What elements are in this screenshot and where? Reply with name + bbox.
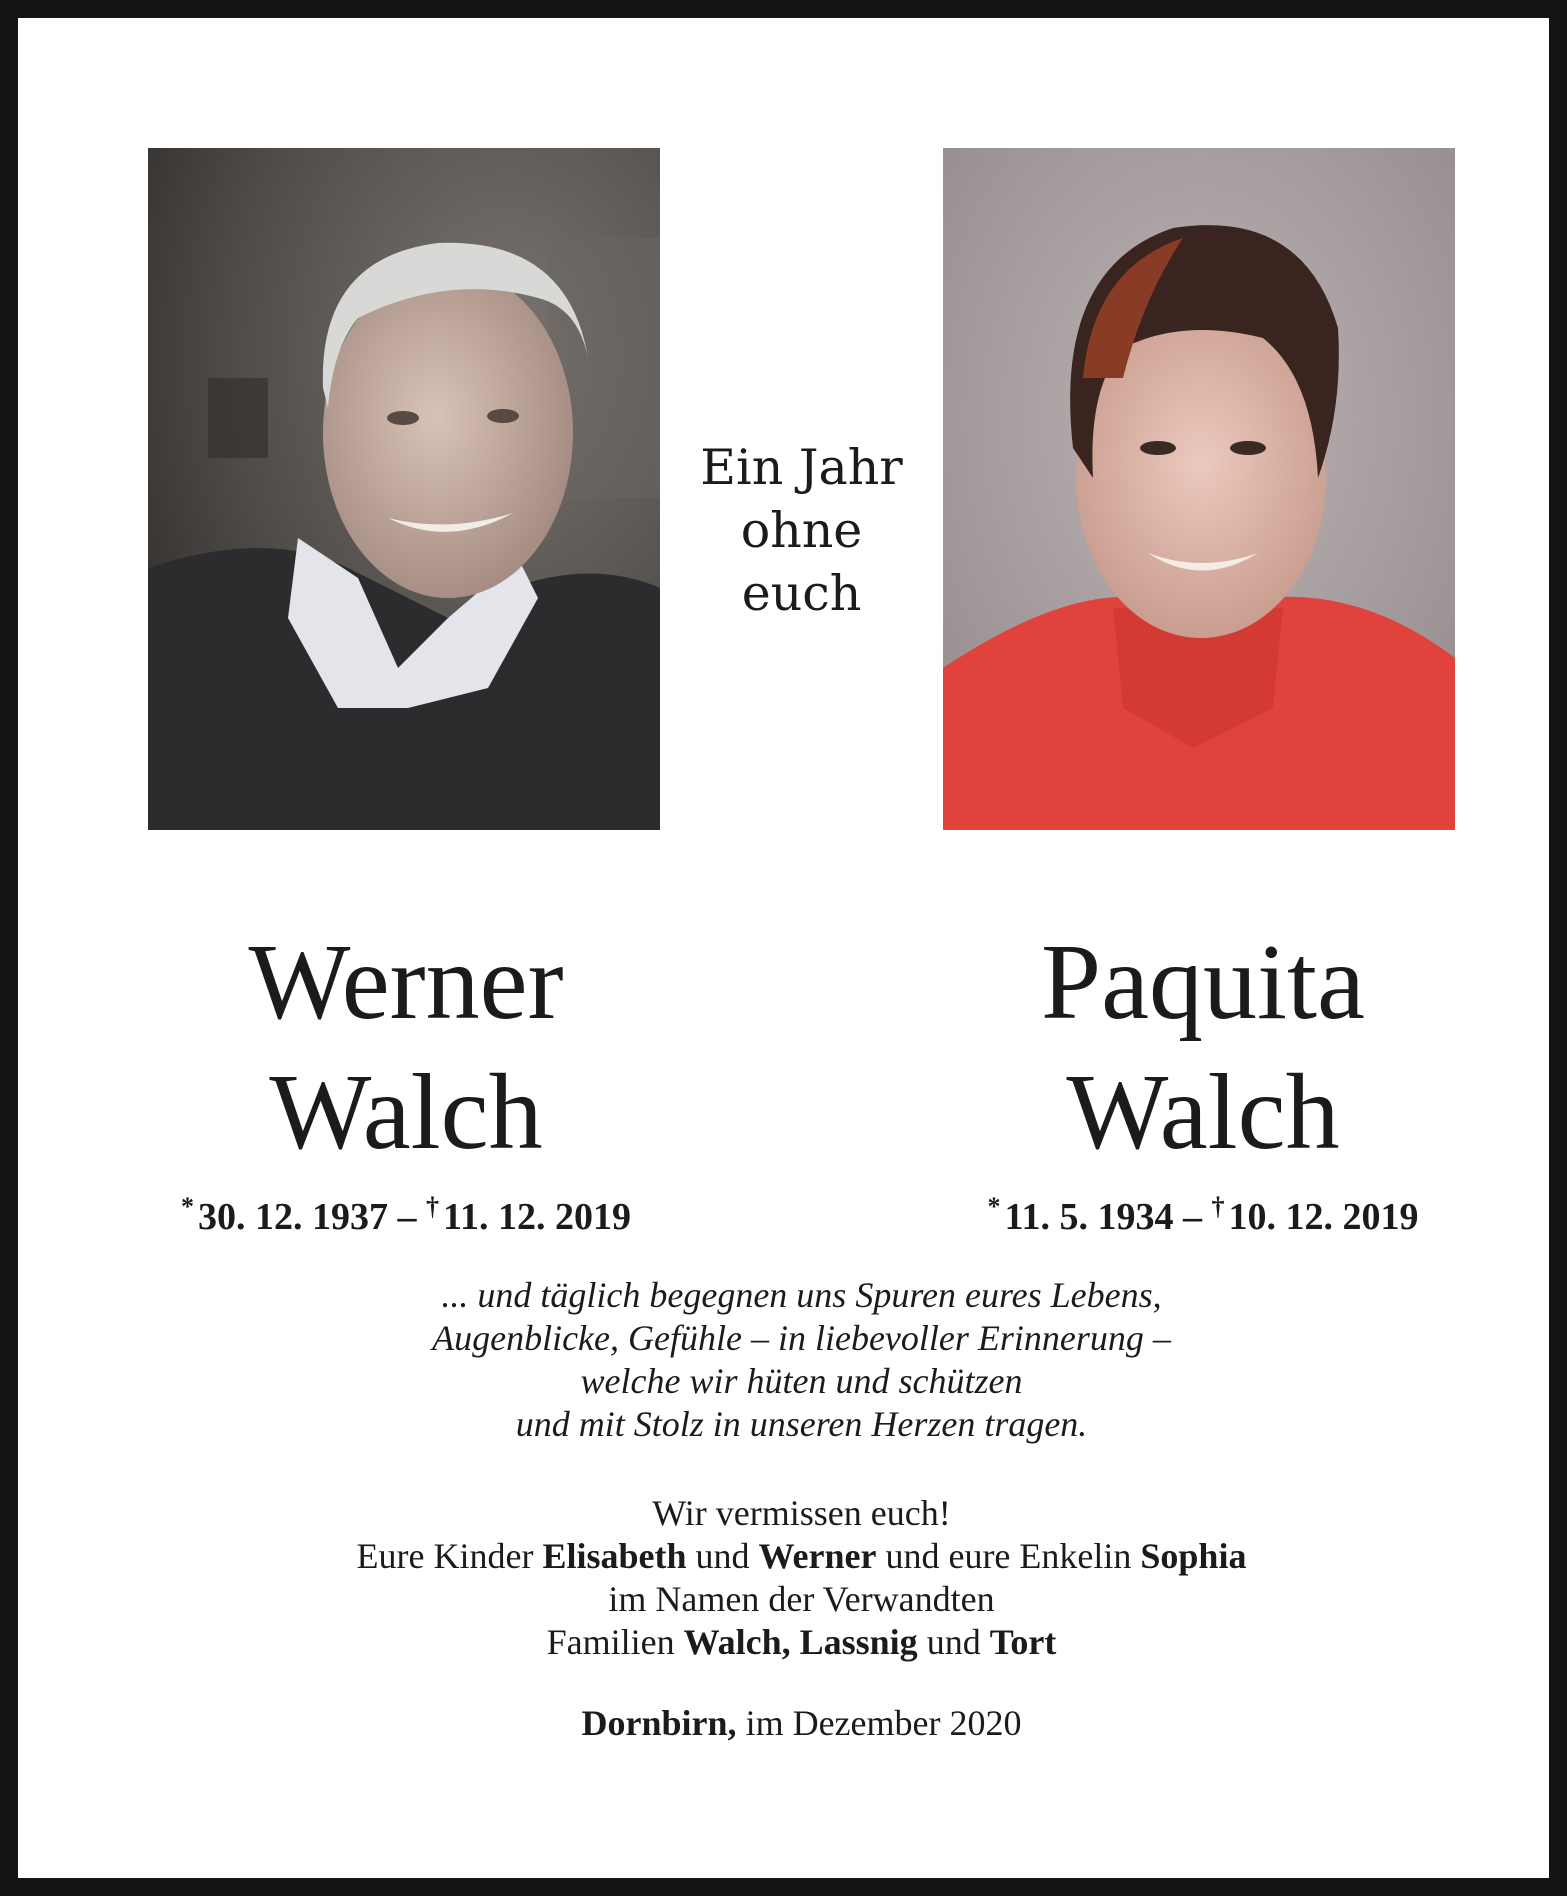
relatives-line: im Namen der Verwandten xyxy=(608,1579,995,1619)
grandchild-prefix: und eure Enkelin xyxy=(885,1536,1132,1576)
motto-line-2: ohne xyxy=(740,502,863,559)
date-dash: – xyxy=(1182,1196,1202,1238)
children-prefix: Eure Kinder xyxy=(356,1536,534,1576)
place-date-line xyxy=(168,1702,1435,1745)
first-name: Paquita xyxy=(1041,923,1365,1042)
death-date: 11. 12. 2019 xyxy=(443,1196,631,1238)
place-city: Dornbirn, xyxy=(581,1703,737,1743)
first-name: Werner xyxy=(248,923,564,1042)
poem-line-4: und mit Stolz in unseren Herzen tragen. xyxy=(515,1404,1088,1444)
motto-line-3: euch xyxy=(741,565,862,622)
portrait-photo-paquita xyxy=(943,148,1455,830)
child-name-2: Werner xyxy=(758,1536,877,1576)
child-name-1: Elisabeth xyxy=(542,1536,687,1576)
date-dash: – xyxy=(397,1196,417,1238)
poem-line-1: ... und täglich begegnen uns Spuren eures Lebens, xyxy=(441,1275,1162,1315)
family-name-last: Tort xyxy=(989,1622,1057,1662)
death-date: 10. 12. 2019 xyxy=(1228,1196,1419,1238)
poem-line-2: Augenblicke, Gefühle – in liebevoller Erinnerung – xyxy=(432,1318,1171,1358)
birth-symbol: * xyxy=(987,1192,1001,1221)
name-werner-walch xyxy=(96,918,716,1178)
birth-symbol: * xyxy=(181,1192,195,1221)
children-and: und xyxy=(695,1536,750,1576)
families-line xyxy=(168,1621,1435,1664)
life-dates-paquita xyxy=(893,1184,1513,1240)
motto-line-1: Ein Jahr xyxy=(700,439,903,496)
closing-section xyxy=(168,1492,1435,1745)
portrait-photo-werner xyxy=(148,148,660,830)
memorial-poem xyxy=(268,1274,1335,1446)
portrait-werner-image xyxy=(148,148,660,830)
death-symbol: † xyxy=(1211,1192,1225,1221)
motto-text xyxy=(658,436,945,625)
families-prefix: Familien xyxy=(546,1622,675,1662)
grandchild-name: Sophia xyxy=(1140,1536,1247,1576)
poem-line-3: welche wir hüten und schützen xyxy=(580,1361,1023,1401)
birth-date: 11. 5. 1934 xyxy=(1004,1196,1174,1238)
place-date: im Dezember 2020 xyxy=(745,1703,1022,1743)
families-and: und xyxy=(926,1622,981,1662)
miss-line: Wir vermissen euch! xyxy=(652,1493,951,1533)
portrait-paquita-image xyxy=(943,148,1455,830)
last-name: Walch xyxy=(269,1053,543,1172)
death-symbol: † xyxy=(426,1192,440,1221)
birth-date: 30. 12. 1937 xyxy=(198,1196,389,1238)
family-names: Walch, Lassnig xyxy=(683,1622,918,1662)
last-name: Walch xyxy=(1066,1053,1340,1172)
life-dates-werner xyxy=(96,1184,716,1240)
children-line xyxy=(168,1535,1435,1578)
name-paquita-walch xyxy=(893,918,1513,1178)
